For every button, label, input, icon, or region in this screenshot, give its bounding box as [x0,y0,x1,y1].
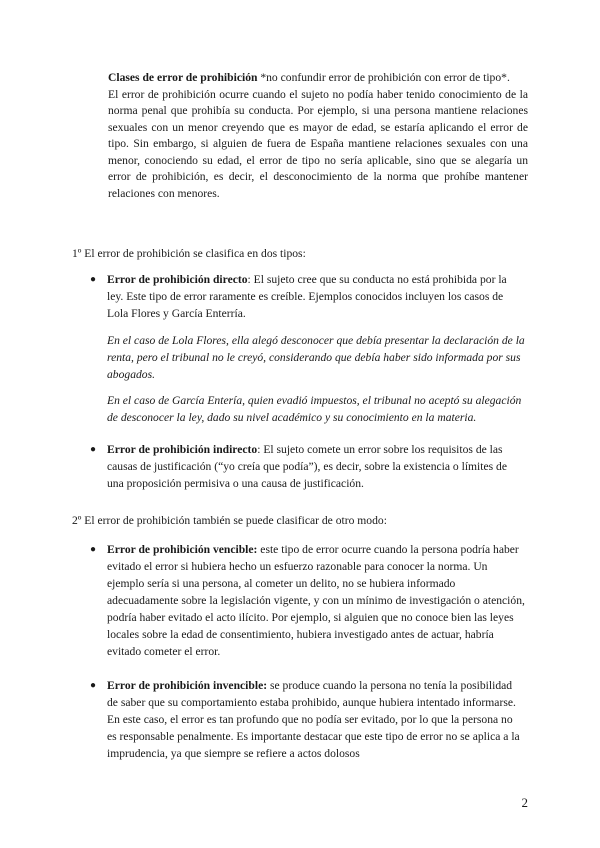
page-number: 2 [521,795,528,810]
item-body [107,541,525,660]
item-text: se produce cuando la persona no tenía la posibilidad de saber que su comportamiento estaba prohibido, aunque hubiera intentado informarse. En este caso, el error es tan profundo que no podía ser evitado, por lo que la persona no es responsable penalmente. Es importante destacar que este tipo de error no se aplica a la imprudencia, ya que siempre se refiere a actos dolosos [107,679,520,760]
item-text: este tipo de error ocurre cuando la persona podría haber evitado el error si hubiera hecho un esfuerzo razonable para conocer la norma. Un ejemplo sería si una persona, al cometer un delito, no se hubiera informado adecuadamente sobre la legislación vigente, y con un mínimo de investigación o atención, podría haber evitado el acto ilícito. Por ejemplo, si alguien que no conoce bien las leyes locales sobre la edad de consentimiento, hubiera investigado antes de actuar, habría evitado cometer el error. [107,543,525,658]
example-lola-flores: En el caso de Lola Flores, ella alegó desconocer que debía presentar la declaración de la renta, pero el tribunal no le creyó, considerando que debía haber sido informada por sus abogados. [107,334,525,381]
intro-title-line [108,70,528,87]
item-body [107,677,525,762]
bullet-icon: ● [90,444,97,455]
bullet-icon: ● [90,680,97,691]
bullet-icon: ● [90,274,97,285]
item-text: : El sujeto comete un error sobre los requisitos de las causas de justificación (“yo creía que podía”), es decir, sobre la existencia o límites de una proposición permisiva o una causa de justificación. [107,443,508,490]
intro-block [108,70,528,202]
item-term: Error de prohibición directo [107,273,248,286]
item-term: Error de prohibición vencible: [107,543,258,556]
item-body [107,441,525,492]
example-garcia-enteria: En el caso de García Entería, quien evadió impuestos, el tribunal no aceptó su alegación de desconocer la ley, dado su nivel académico y su conocimiento en la materia. [107,394,522,424]
list-item [89,271,525,426]
item-body [107,271,525,322]
item-term: Error de prohibición indirecto [107,443,258,456]
list-item [89,441,525,492]
intro-paragraph: El error de prohibición ocurre cuando el sujeto no podía haber tenido conocimiento de la norma penal que prohibía su conducta. Por ejemplo, si una persona mantiene relaciones sexuales con un menor creyendo que es mayor de edad, se estaría aplicando el error de tipo. Sin embargo, si alguien de fuera de España mantiene relaciones sexuales con una menor, conociendo su edad, el error de tipo no sería aplicable, sino que se alegaría un error de prohibición, es decir, el desconocimiento de la norma que prohíbe mantener relaciones con menores. [108,87,528,200]
item-text: : El sujeto cree que su conducta no está prohibida por la ley. Este tipo de error raramente es creíble. Ejemplos conocidos incluyen los casos de Lola Flores y García Enterría. [107,273,507,320]
section1-list [89,271,525,492]
section2-list [89,541,525,762]
list-item [89,677,525,762]
intro-title: Clases de error de prohibición [108,71,258,84]
section2-heading: 2º El error de prohibición también se puede clasificar de otro modo: [72,514,387,527]
item-term: Error de prohibición invencible: [107,679,268,692]
list-item [89,541,525,660]
intro-title-note: *no confundir error de prohibición con error de tipo*. [257,71,510,84]
section1-heading: 1º El error de prohibición se clasifica en dos tipos: [72,247,306,260]
bullet-icon: ● [90,544,97,555]
